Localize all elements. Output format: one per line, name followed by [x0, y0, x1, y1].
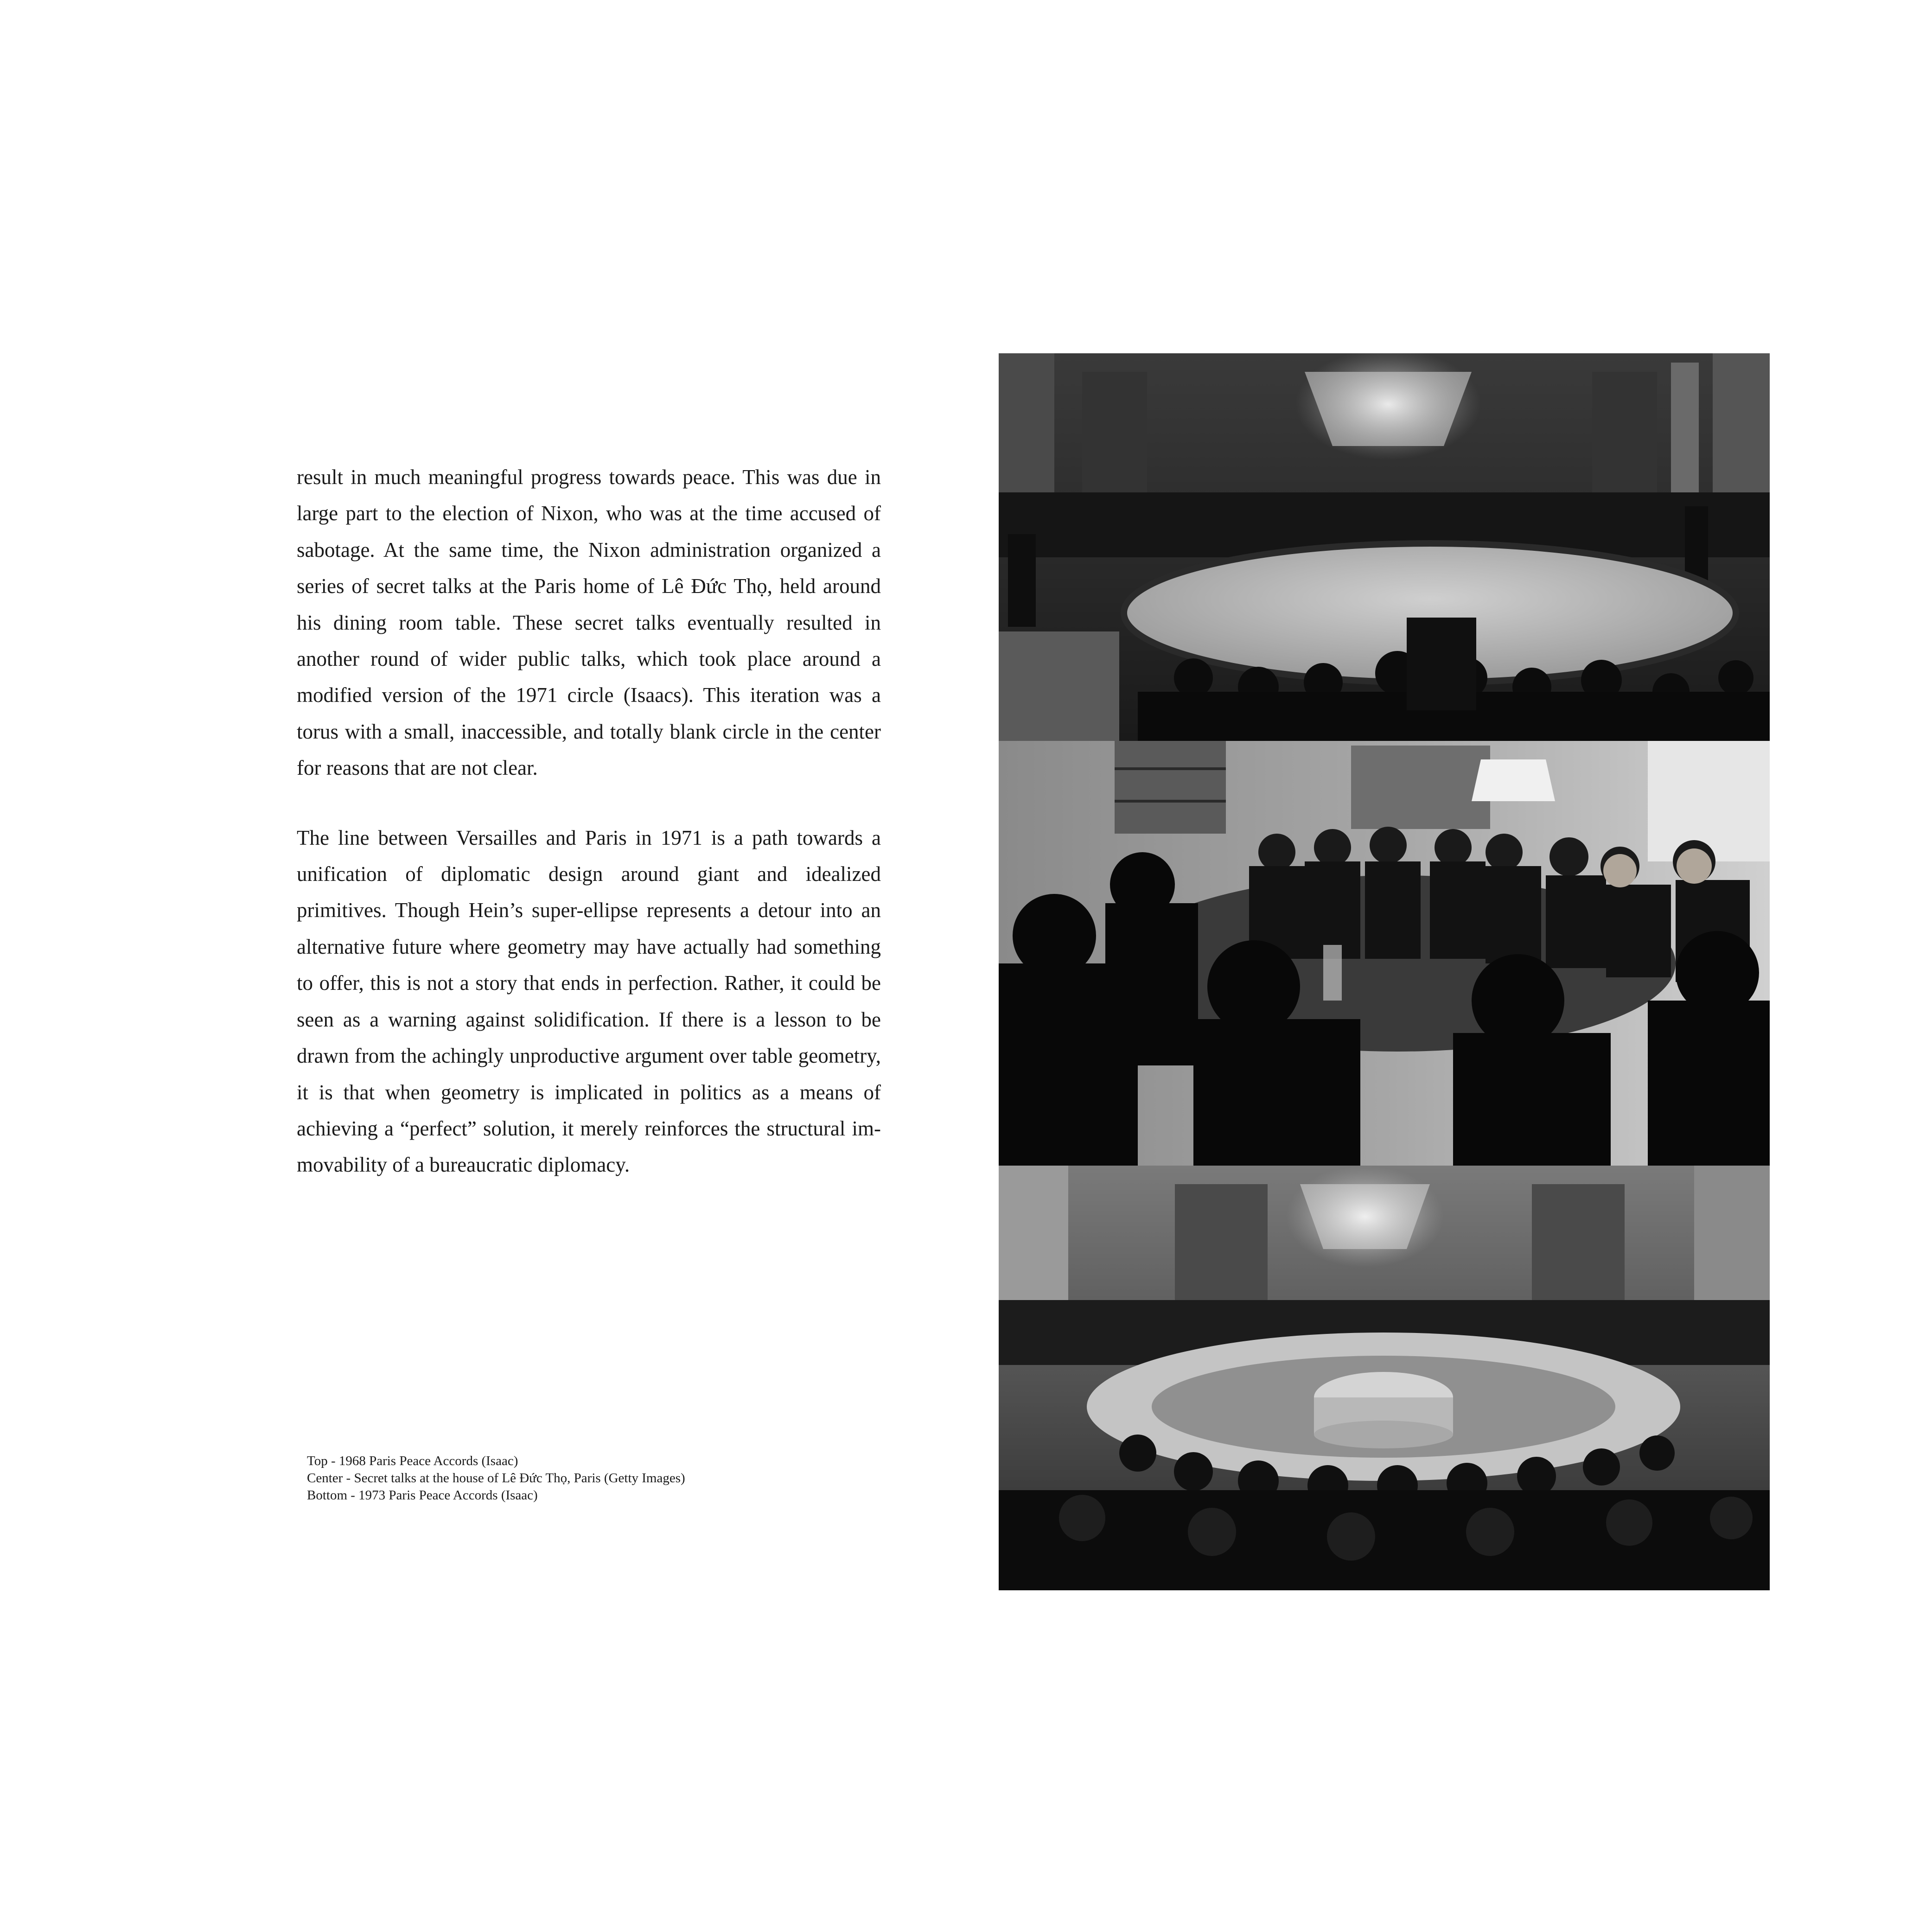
photo-1973-peace-accords	[999, 1166, 1770, 1590]
photo-1968-image	[999, 353, 1770, 741]
body-text	[297, 459, 881, 1183]
photo-1973-image	[999, 1166, 1770, 1590]
caption-bottom: Bottom - 1973 Paris Peace Accords (Isaac)	[307, 1488, 538, 1503]
photo-secret-talks	[999, 741, 1770, 1166]
caption-top: Top - 1968 Paris Peace Accords (Isaac)	[307, 1454, 518, 1468]
photo-secret-talks-image	[999, 741, 1770, 1166]
photo-captions	[307, 1453, 910, 1504]
caption-center: Center - Secret talks at the house of Lê Đức Thọ, Paris (Getty Images)	[307, 1471, 685, 1486]
photo-1968-peace-accords	[999, 353, 1770, 741]
paragraph-2: The line between Versailles and Paris in 1971 is a path towards a unification of diplomatic design around giant and idealized primitives. Though Hein’s super-ellipse represents a detour into an alternative future where geometry may have actually had something to offer, this is not a story that ends in perfection. Rather, it could be seen as a warning against solidification. If there is a lesson to be drawn from the achingly unproductive argument over table geometry, it is that when geometry is implicated in politics as a means of achieving a “perfect” solution, it merely reinforces the structural immovability of a bureaucratic diplomacy.	[297, 826, 881, 1177]
paragraph-1: result in much meaningful progress towards peace. This was due in large part to the election of Nixon, who was at the time accused of sabotage. At the same time, the Nixon administration organized a series of secret talks at the Paris home of Lê Đức Thọ, held around his dining room table. These secret talks eventually resulted in another round of wider public talks, which took place around a modified version of the 1971 circle (Isaacs). This iteration was a torus with a small, inaccessible, and totally blank circle in the center for reasons that are not clear.	[297, 465, 881, 780]
